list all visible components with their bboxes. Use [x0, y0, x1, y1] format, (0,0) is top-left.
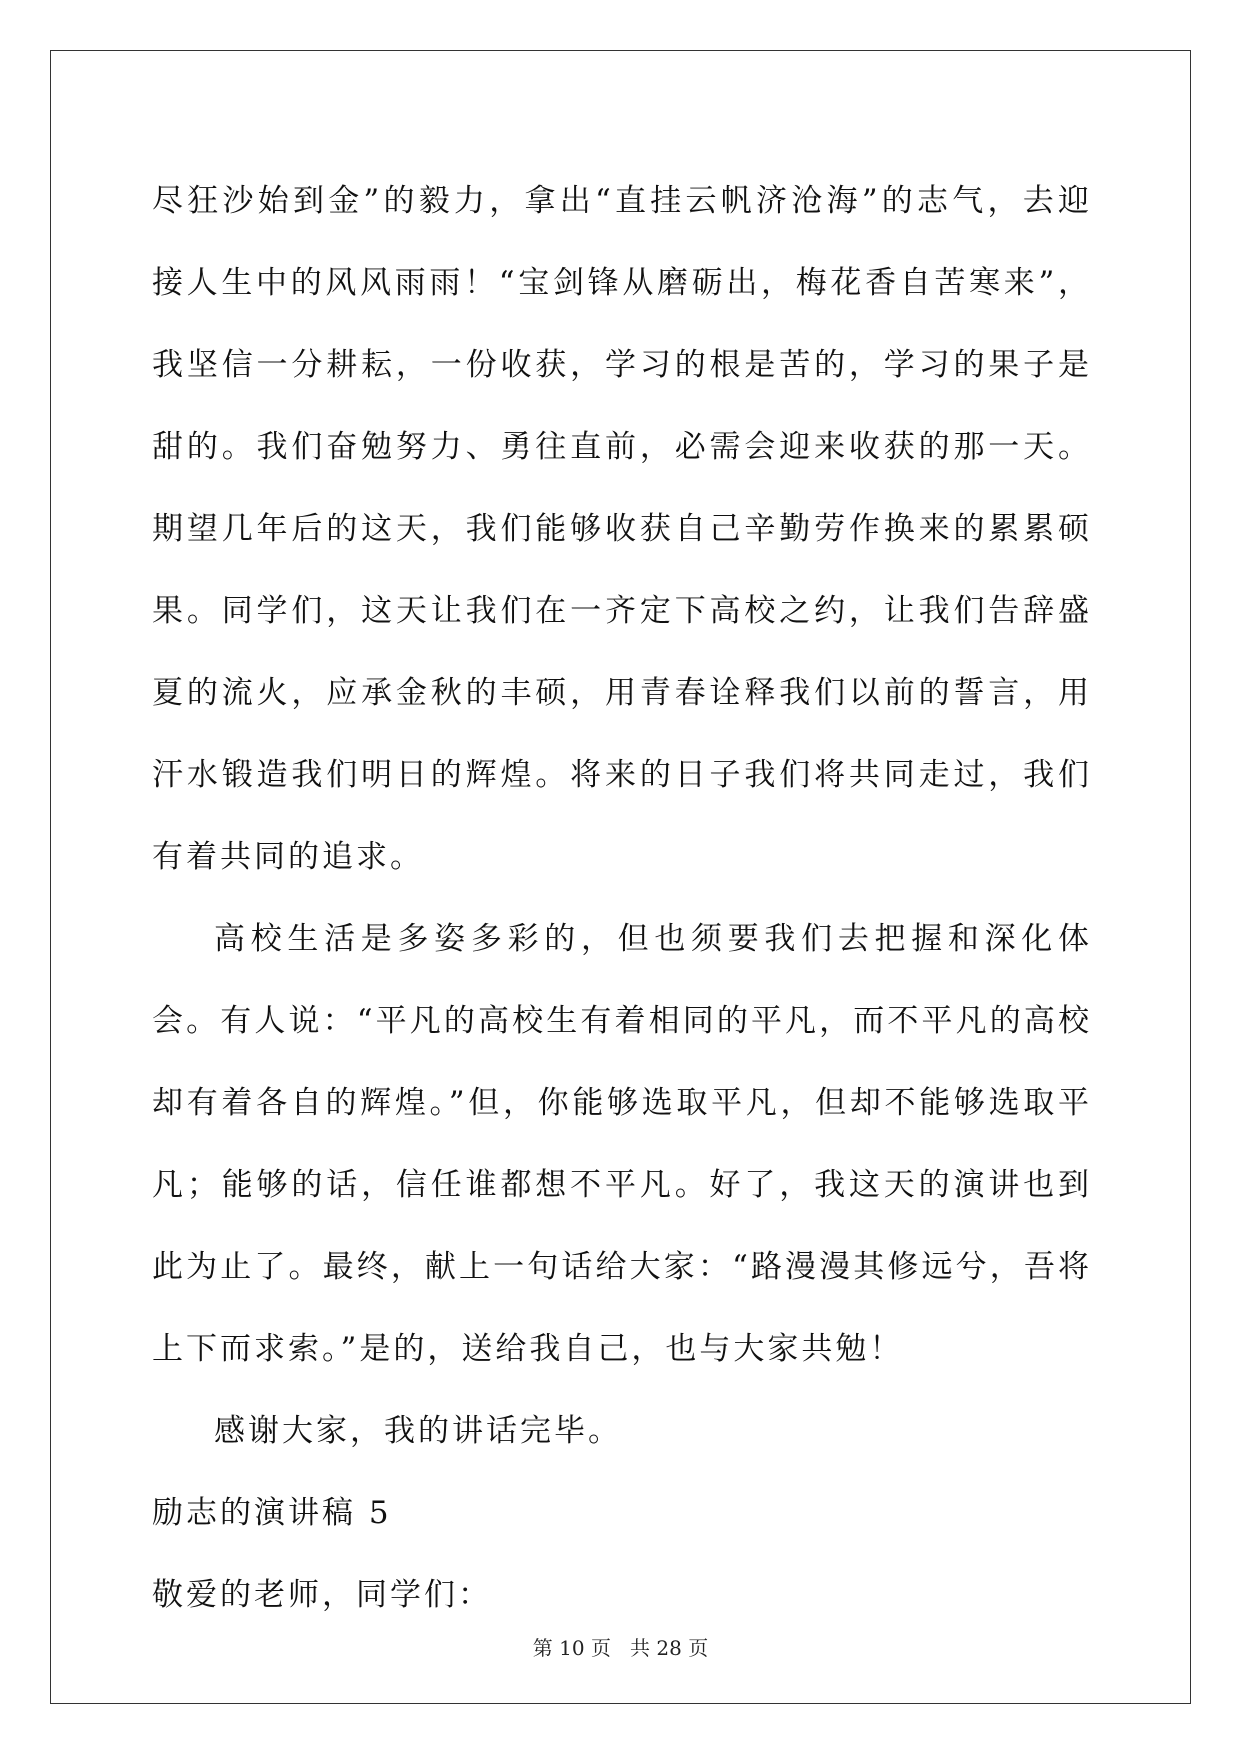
page-total: 共 28 页: [630, 1636, 709, 1660]
paragraph-university-life: 高校生活是多姿多彩的，但也须要我们去把握和深化体会。有人说：“平凡的高校生有着相同的平凡，而不平凡的高校却有着各自的辉煌。”但，你能够选取平凡，但却不能够选取平凡；能够的话，信任谁都想不平凡。好了，我这天的演讲也到此为止了。最终，献上一句话给大家：“路漫漫其修远兮，吾将上下而求索。”是的，送给我自己，也与大家共勉！: [152, 921, 1092, 1367]
paragraph-continued: 尽狂沙始到金”的毅力，拿出“直挂云帆济沧海”的志气，去迎接人生中的风风雨雨！“宝剑锋从磨砺出，梅花香自苦寒来”，我坚信一分耕耘，一份收获，学习的根是苦的，学习的果子是甜的。我们奋勉努力、勇往直前，必需会迎来收获的那一天。期望几年后的这天，我们能够收获自己辛勤劳作换来的累累硕果。同学们，这天让我们在一齐定下高校之约，让我们告辞盛夏的流火，应承金秋的丰硕，用青春诠释我们以前的誓言，用汗水锻造我们明日的辉煌。将来的日子我们将共同走过，我们有着共同的追求。: [152, 183, 1092, 875]
document-body: [152, 160, 1092, 1636]
paragraph-thanks: 感谢大家，我的讲话完毕。: [214, 1413, 622, 1449]
section-heading: 励志的演讲稿 5: [152, 1495, 392, 1531]
salutation: 敬爱的老师，同学们：: [152, 1577, 492, 1613]
page-footer: [0, 1632, 1241, 1661]
page-number: 第 10 页: [532, 1636, 611, 1660]
